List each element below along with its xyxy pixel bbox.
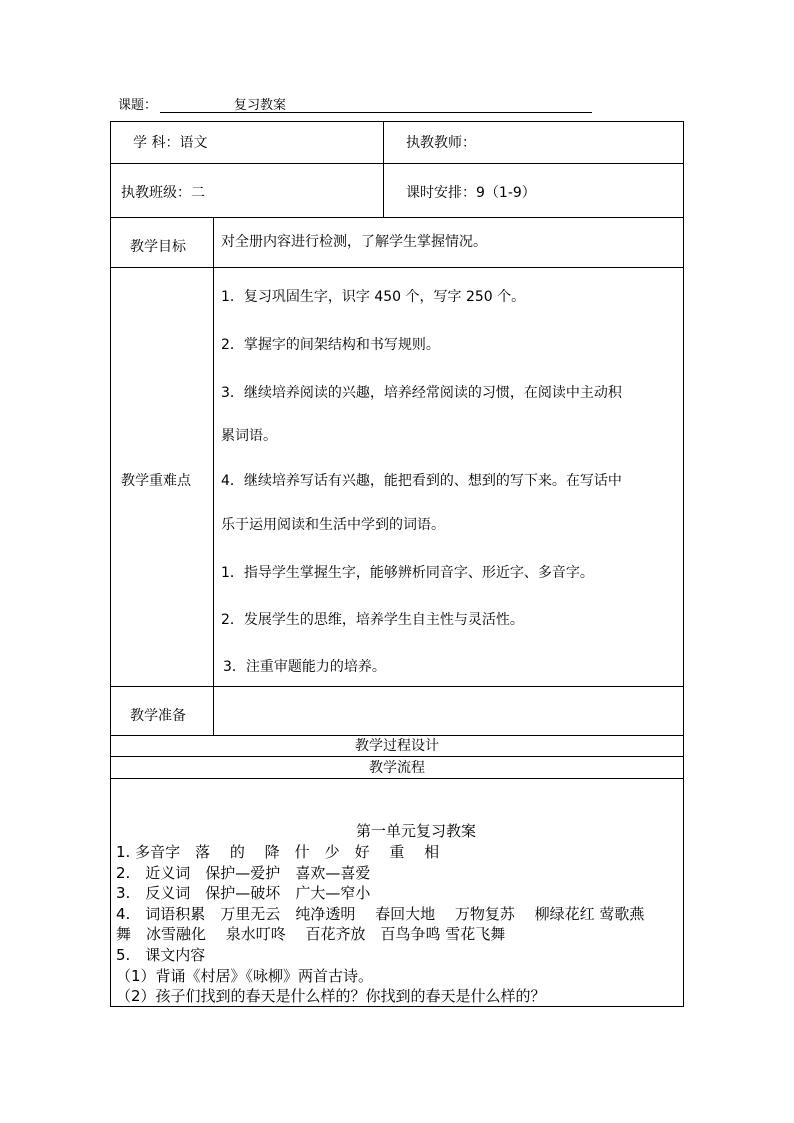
row-divider	[110, 217, 684, 218]
unit-line: （1）背诵《村居》《咏柳》两首古诗。	[116, 967, 374, 985]
unit-line: （2）孩子们找到的春天是什么样的？你找到的春天是什么样的？	[116, 987, 546, 1005]
schedule-field: 课时安排：9（1-9）	[406, 185, 536, 201]
row-divider	[110, 778, 684, 779]
key-point-line: 3．注重审题能力的培养。	[223, 659, 386, 675]
unit-line: 5. 课文内容	[116, 946, 206, 964]
key-point-line: 1．指导学生掌握生字，能够辨析同音字、形近字、多音字。	[221, 565, 594, 581]
preparation-label: 教学准备	[130, 708, 186, 724]
teacher-field: 执教教师：	[406, 135, 476, 151]
key-point-line: 乐于运用阅读和生活中学到的词语。	[221, 517, 445, 533]
goals-text: 对全册内容进行检测，了解学生掌握情况。	[221, 234, 487, 250]
goals-label: 教学目标	[130, 239, 186, 255]
subject-field: 学 科：语文	[133, 135, 208, 151]
unit-line: 2. 近义词 保护—爱护 喜欢—喜爱	[116, 864, 371, 882]
column-divider	[213, 217, 214, 735]
row-divider	[110, 267, 684, 268]
unit-line: 3. 反义词 保护—破坏 广大—窄小	[116, 884, 371, 902]
key-point-line: 3．继续培养阅读的兴趣，培养经常阅读的习惯，在阅读中主动积	[221, 385, 622, 401]
key-point-line: 2．掌握字的间架结构和书写规则。	[221, 337, 440, 353]
topic-label: 课题：	[118, 98, 158, 113]
row-divider	[110, 735, 684, 736]
unit-line: 4. 词语积累 万里无云 纯净透明 春回大地 万物复苏 柳绿花红 莺歌燕	[116, 905, 645, 923]
key-point-line: 4．继续培养写话有兴趣，能把看到的、想到的写下来。在写话中	[221, 473, 622, 489]
row-divider	[110, 686, 684, 687]
unit-title: 第一单元复习教案	[356, 822, 477, 840]
row-divider	[110, 163, 684, 164]
process-flow-heading: 教学流程	[369, 760, 425, 776]
key-points-label: 教学重难点	[121, 473, 191, 489]
topic-value: 复习教案	[234, 98, 287, 113]
process-design-heading: 教学过程设计	[355, 738, 439, 754]
key-point-line: 2．发展学生的思维，培养学生自主性与灵活性。	[221, 612, 524, 628]
key-point-line: 1．复习巩固生字，识字 450 个，写字 250 个。	[221, 289, 526, 305]
column-divider	[383, 121, 384, 217]
unit-line: 舞 冰雪融化 泉水叮咚 百花齐放 百鸟争鸣 雪花飞舞	[116, 925, 506, 943]
row-divider	[110, 756, 684, 757]
unit-line: 1. 多音字 落 的 降 什 少 好 重 相	[116, 843, 440, 861]
topic-underline	[160, 112, 592, 113]
class-field: 执教班级：二	[121, 185, 205, 201]
key-point-line: 累词语。	[221, 428, 277, 444]
